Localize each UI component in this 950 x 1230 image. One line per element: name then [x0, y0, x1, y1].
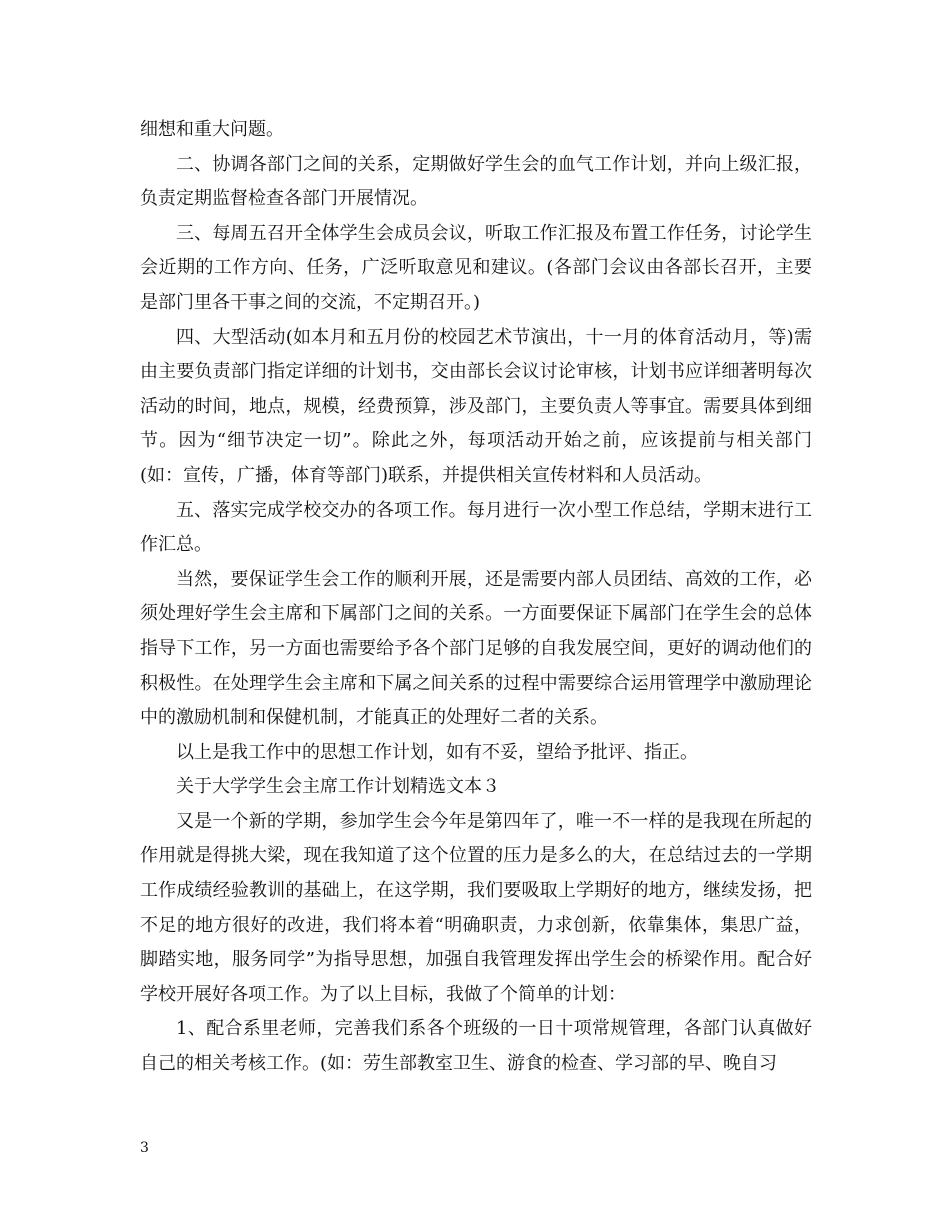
- paragraph-item-4: 四、大型活动(如本月和五月份的校园艺术节演出，十一月的体育活动月，等)需由主要负责部门指定详细的计划书，交由部长会议讨论审核，计划书应详细著明每次活动的时间，地点，规模，经费预算，涉及部门，主要负责人等事宜。需要具体到细节。因为“细节决定一切”。除此之外，每项活动开始之前，应该提前与相关部门(如：宣传，广播，体育等部门)联系，并提供相关宣传材料和人员活动。: [140, 326, 812, 486]
- paragraph-relationship: 当然，要保证学生会工作的顺利开展，还是需要内部人员团结、高效的工作，必须处理好学生会主席和下属部门之间的关系。一方面要保证下属部门在学生会的总体指导下工作，另一方面也需要给予各个部门足够的自我发展空间，更好的调动他们的积极性。在处理学生会主席和下属之间关系的过程中需要综合运用管理学中激励理论中的激励机制和保健机制，才能真正的处理好二者的关系。: [140, 568, 812, 729]
- document-body: [140, 113, 812, 1082]
- section-heading: 关于大学学生会主席工作计划精选文本３: [176, 776, 500, 798]
- paragraph-item-3: 三、每周五召开全体学生会成员会议，听取工作汇报及布置工作任务，讨论学生会近期的工作方向、任务，广泛听取意见和建议。(各部门会议由各部长召开，主要是部门里各干事之间的交流，不定期召开。): [140, 222, 812, 313]
- paragraph-continuation: 细想和重大问题。: [140, 119, 284, 140]
- paragraph-intro: 又是一个新的学期，参加学生会今年是第四年了，唯一不一样的是我现在所起的作用就是得挑大梁，现在我知道了这个位置的压力是多么的大，在总结过去的一学期工作成绩经验教训的基础上，在这学期，我们要吸取上学期好的地方，继续发扬，把不足的地方很好的改进，我们将本着“明确职责，力求创新，依靠集体，集思广益，脚踏实地，服务同学”为指导思想，加强自我管理发挥出学生会的桥梁作用。配合好学校开展好各项工作。为了以上目标，我做了个简单的计划：: [140, 810, 812, 1005]
- paragraph-plan-item-1: 1、配合系里老师，完善我们系各个班级的一日十项常规管理，各部门认真做好自己的相关考核工作。(如：劳生部教室卫生、游食的检查、学习部的早、晚自习: [140, 1018, 812, 1075]
- paragraph-item-2: 二、协调各部门之间的关系，定期做好学生会的血气工作计划，并向上级汇报，负责定期监督检查各部门开展情况。: [140, 153, 812, 210]
- paragraph-item-5: 五、落实完成学校交办的各项工作。每月进行一次小型工作总结，学期末进行工作汇总。: [140, 499, 812, 556]
- page-number: 3: [140, 1140, 149, 1156]
- paragraph-closing: 以上是我工作中的思想工作计划，如有不妥，望给予批评、指正。: [176, 741, 698, 763]
